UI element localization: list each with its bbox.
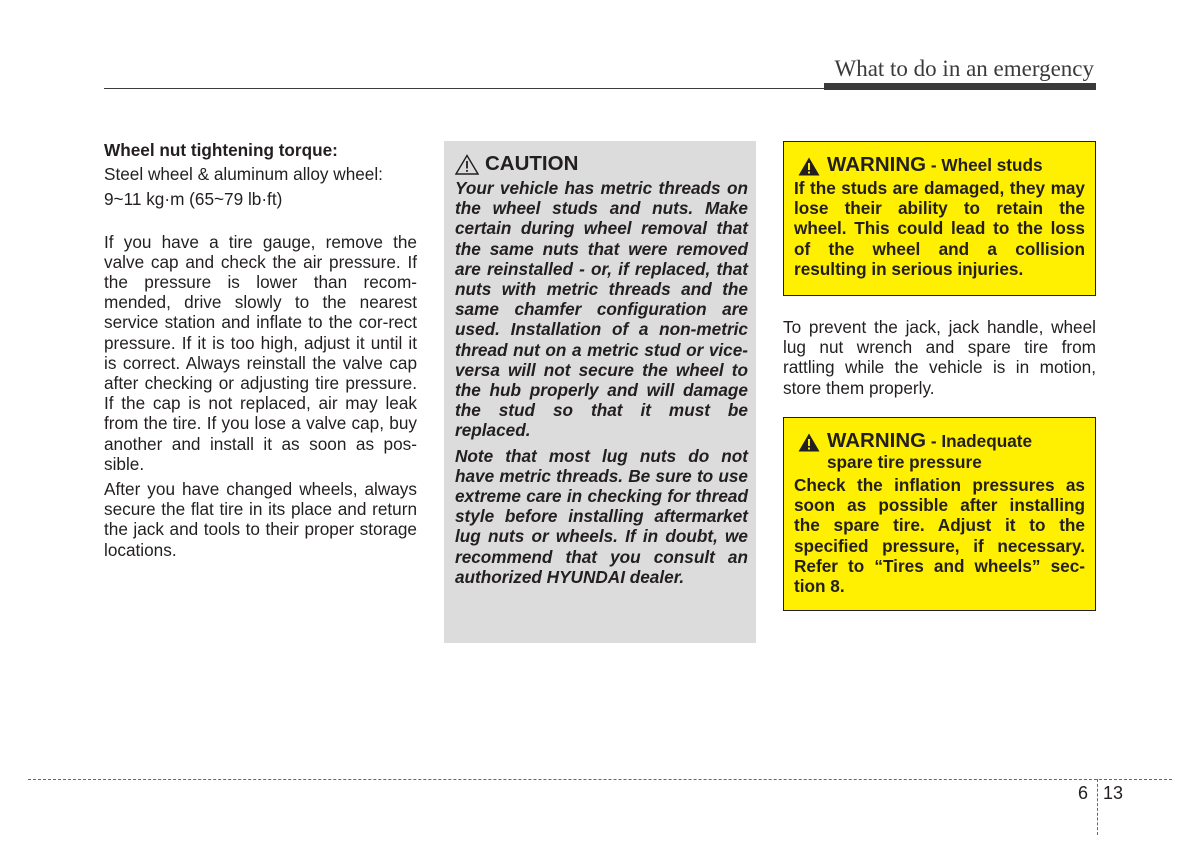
header-rule-accent	[824, 83, 1096, 90]
storage-paragraph: After you have changed wheels, always secure the flat tire in its place and return the jack and tools to their proper storage locations.	[104, 479, 417, 560]
warning-header	[794, 430, 1085, 473]
caution-box	[444, 141, 756, 643]
warning-subtitle: - Inadequate	[926, 431, 1033, 451]
torque-spec-value: 9~11 kg·m (65~79 lb·ft)	[104, 189, 283, 210]
caution-triangle-icon	[455, 154, 479, 175]
chapter-number: 6	[1078, 783, 1089, 803]
torque-spec-wheel-type: Steel wheel & aluminum alloy wheel:	[104, 164, 383, 185]
page-header-title: What to do in an emergency	[834, 56, 1094, 81]
footer-divider	[1097, 779, 1098, 835]
warning-box-wheel-studs	[783, 141, 1096, 296]
caution-paragraph-metric-threads: Your vehicle has metric threads on the wheel studs and nuts. Make certain during wheel removal that the same nuts that were removed are reinstalled - or, if replaced, that nuts with metric threads and the same chamfer configuration are used. Installation of a non-metric thread nut on a metric stud or vice-versa will not secure the wheel to the hub properly and will damage the stud so that it must be replaced.	[455, 178, 748, 441]
left-column	[104, 140, 417, 560]
warning-triangle-icon	[798, 157, 820, 176]
warning-header	[794, 154, 1085, 176]
storage-instruction-paragraph: To prevent the jack, jack handle, wheel lug nut wrench and spare tire from rattling while the vehicle is in motion, store them properly.	[783, 317, 1096, 398]
warning-title: WARNING	[827, 153, 927, 176]
warning-subtitle-line2: spare tire pressure	[827, 452, 982, 472]
warning-text: Check the inflation pressures as soon as possible after installing the spare tire. Adjust it to the specified pressure, if necessary. Refer to “Tires and wheels” sec-tion 8.	[794, 475, 1085, 597]
warning-subtitle: - Wheel studs	[926, 155, 1043, 175]
warning-title: WARNING	[827, 429, 927, 452]
tire-pressure-paragraph: If you have a tire gauge, remove the valve cap and check the air pressure. If the pressure is lower than recom-mended, drive slowly to the nearest service station and inflate to the cor-rect pressure. If it is too high, adjust it until it is correct. Always reinstall the valve cap after checking or adjusting tire pressure. If the cap is not replaced, air may leak from the tire. If you lose a valve cap, buy another and install it as soon as pos-sible.	[104, 231, 417, 474]
page-number: 13	[1103, 783, 1124, 803]
caution-header	[455, 153, 748, 175]
warning-box-spare-tire-pressure	[783, 417, 1096, 611]
caution-paragraph-lug-nuts: Note that most lug nuts do not have metric threads. Be sure to use extreme care in checking for thread style before installing aftermarket lug nuts or wheels. If in doubt, we recommend that you consult an authorized HYUNDAI dealer.	[455, 445, 748, 587]
footer-rule	[28, 779, 1172, 780]
warning-triangle-icon	[798, 433, 820, 452]
caution-title: CAUTION	[485, 152, 579, 175]
warning-text: If the studs are damaged, they may lose their ability to retain the wheel. This could lead to the loss of the wheel and a collision resulting in serious injuries.	[794, 178, 1085, 279]
torque-heading: Wheel nut tightening torque:	[104, 140, 338, 160]
